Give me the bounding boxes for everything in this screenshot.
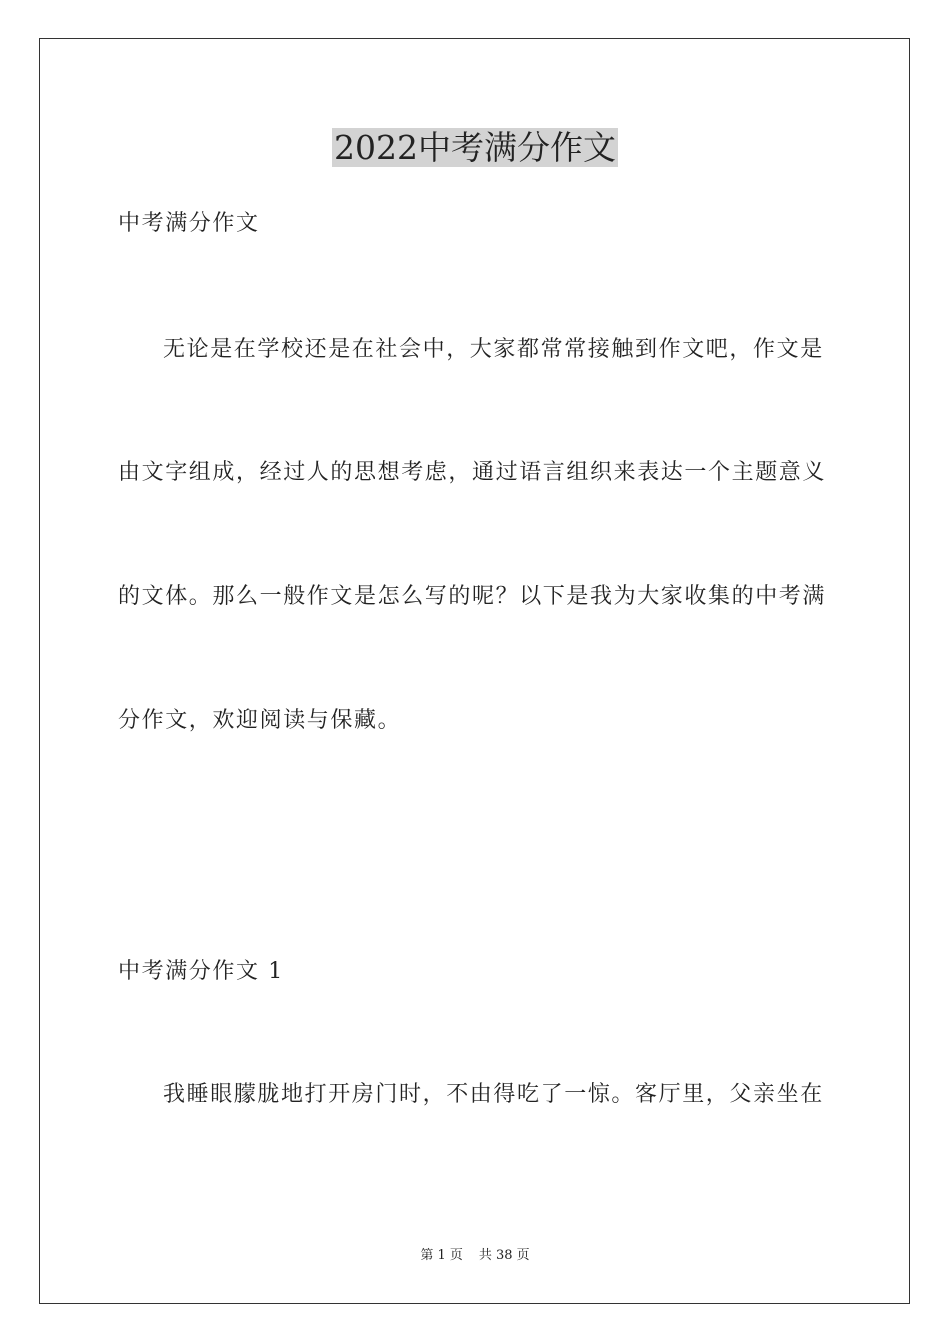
- section-heading: 中考满分作文 1: [118, 959, 284, 984]
- page-number: 第 1 页: [420, 1248, 463, 1263]
- document-title-text: 2022中考满分作文: [334, 128, 616, 167]
- subtitle: 中考满分作文: [118, 211, 260, 236]
- paragraph-line: 由文字组成，经过人的思想考虑，通过语言组织来表达一个主题意义: [118, 460, 827, 485]
- page-total: 共 38 页: [478, 1248, 530, 1263]
- document-title: [0, 126, 950, 170]
- page-footer: [0, 1246, 950, 1266]
- paragraph-line: 无论是在学校还是在社会中，大家都常常接触到作文吧，作文是: [163, 337, 824, 362]
- paragraph-line: 的文体。那么一般作文是怎么写的呢？以下是我为大家收集的中考满: [118, 584, 827, 609]
- paragraph-line: 分作文，欢迎阅读与保藏。: [118, 708, 402, 733]
- paragraph-line: 我睡眼朦胧地打开房门时，不由得吃了一惊。客厅里，父亲坐在: [163, 1082, 824, 1107]
